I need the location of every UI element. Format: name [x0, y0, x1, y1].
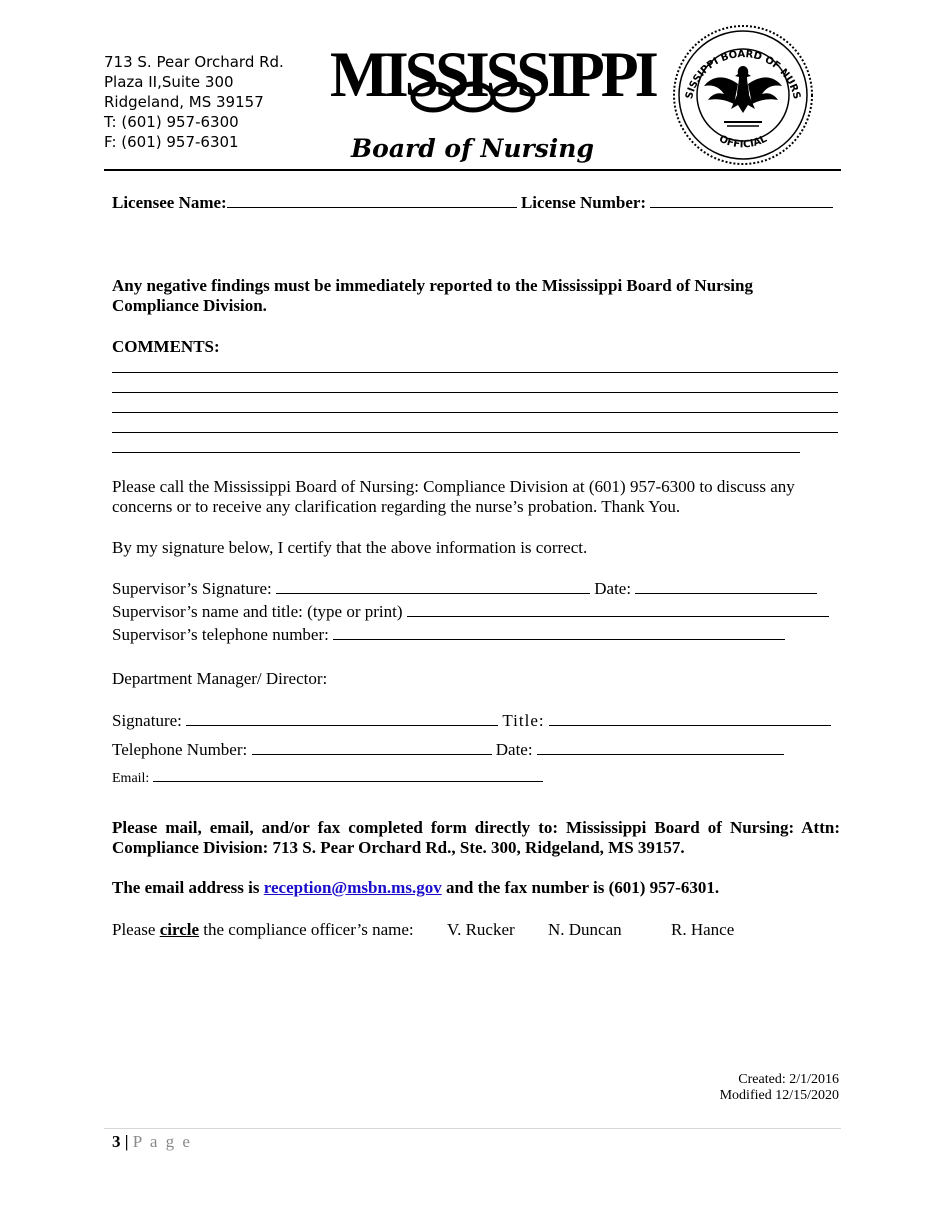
- call-instructions: Please call the Mississippi Board of Nursing: Compliance Division at (601) 957-6300 to discuss any concerns or to receive any clarification regarding the nurse’s probation. Thank You.: [112, 477, 795, 516]
- manager-email-field[interactable]: [153, 769, 543, 782]
- officer-option-duncan[interactable]: N. Duncan: [548, 920, 622, 939]
- svg-text:OFFICIAL: OFFICIAL: [717, 133, 769, 151]
- manager-date-label: Date:: [495, 740, 533, 759]
- comments-label: COMMENTS:: [112, 337, 220, 356]
- comment-line[interactable]: [112, 372, 838, 373]
- mail-instructions: Please mail, email, and/or fax completed form directly to: Mississippi Board of Nursing: Attn: Compliance Division: 713 S. Pear Orchard Rd., Ste. 300, Ridgeland, MS 39157.: [112, 818, 840, 857]
- comment-line[interactable]: [112, 412, 838, 413]
- email-fax-line: [112, 878, 719, 898]
- supervisor-date-field[interactable]: [635, 581, 817, 594]
- manager-signature-label: Signature:: [112, 711, 182, 730]
- officer-option-hance[interactable]: R. Hance: [671, 920, 735, 939]
- board-logo: [330, 39, 655, 111]
- manager-email-row: [112, 769, 543, 787]
- manager-phone-field[interactable]: [252, 742, 492, 755]
- page-number: [112, 1132, 192, 1152]
- comment-line[interactable]: [112, 432, 838, 433]
- manager-phone-row: [112, 740, 784, 760]
- email-prefix: The email address is: [112, 878, 264, 897]
- circle-word: circle: [159, 920, 200, 939]
- manager-signature-field[interactable]: [186, 713, 498, 726]
- supervisor-name-row: [112, 602, 829, 622]
- address-line: 713 S. Pear Orchard Rd.: [104, 53, 284, 71]
- svg-text:MISSISSIPPI BOARD OF NURSING: SISSIPPI BOARD OF NURS: [684, 49, 802, 101]
- comment-line[interactable]: [112, 452, 800, 453]
- logo-rings-icon: [408, 80, 538, 114]
- address-line: Ridgeland, MS 39157: [104, 93, 264, 111]
- supervisor-phone-label: Supervisor’s telephone number:: [112, 625, 329, 644]
- modified-date: Modified 12/15/2020: [719, 1088, 839, 1103]
- license-number-label: License Number:: [520, 193, 647, 212]
- official-seal: [672, 24, 814, 166]
- supervisor-date-label: Date:: [594, 579, 632, 598]
- manager-heading: Department Manager/ Director:: [112, 669, 328, 688]
- manager-title-field[interactable]: [549, 713, 831, 726]
- page-separator: |: [120, 1132, 133, 1151]
- officer-row: [112, 920, 414, 940]
- footer-divider: [104, 1128, 841, 1129]
- supervisor-phone-field[interactable]: [333, 627, 785, 640]
- manager-signature-row: [112, 711, 831, 731]
- supervisor-name-title-label: Supervisor’s name and title: (type or print): [112, 602, 403, 621]
- header-divider: [104, 169, 841, 171]
- fax-line: F: (601) 957-6301: [104, 133, 239, 151]
- supervisor-phone-row: [112, 625, 785, 645]
- manager-phone-label: Telephone Number:: [112, 740, 248, 759]
- comment-line[interactable]: [112, 392, 838, 393]
- licensee-name-field[interactable]: [227, 195, 517, 208]
- licensee-row: [112, 193, 833, 213]
- seal-eagle-icon: [672, 24, 814, 166]
- page-number-value: 3: [112, 1132, 121, 1151]
- revision-dates: [720, 1072, 839, 1104]
- manager-date-field[interactable]: [537, 742, 784, 755]
- address-line: Plaza II,Suite 300: [104, 73, 234, 91]
- license-number-field[interactable]: [650, 195, 833, 208]
- supervisor-signature-field[interactable]: [276, 581, 590, 594]
- manager-title-label: Title:: [502, 711, 545, 730]
- logo-subtitle: Board of Nursing: [351, 134, 594, 163]
- created-date: Created: 2/1/2016: [738, 1072, 839, 1087]
- supervisor-name-title-field[interactable]: [407, 604, 829, 617]
- email-link[interactable]: reception@msbn.ms.gov: [263, 878, 442, 897]
- officer-option-rucker[interactable]: V. Rucker: [447, 920, 515, 939]
- manager-email-label: Email:: [112, 771, 150, 786]
- logo-wordmark: MISSISSIPPI: [330, 39, 655, 111]
- certify-statement: By my signature below, I certify that the above information is correct.: [112, 538, 588, 557]
- supervisor-signature-row: [112, 579, 817, 599]
- page-word: P a g e: [132, 1132, 192, 1151]
- officer-prefix: Please: [112, 920, 160, 939]
- fax-suffix: and the fax number is (601) 957-6301.: [441, 878, 720, 897]
- phone-line: T: (601) 957-6300: [104, 113, 239, 131]
- supervisor-signature-label: Supervisor’s Signature:: [112, 579, 272, 598]
- officer-suffix: the compliance officer’s name:: [199, 920, 414, 939]
- negative-findings-notice: Any negative findings must be immediately reported to the Mississippi Board of Nursing Compliance Division.: [112, 276, 753, 315]
- board-address: [104, 52, 284, 152]
- licensee-name-label: Licensee Name:: [112, 193, 227, 212]
